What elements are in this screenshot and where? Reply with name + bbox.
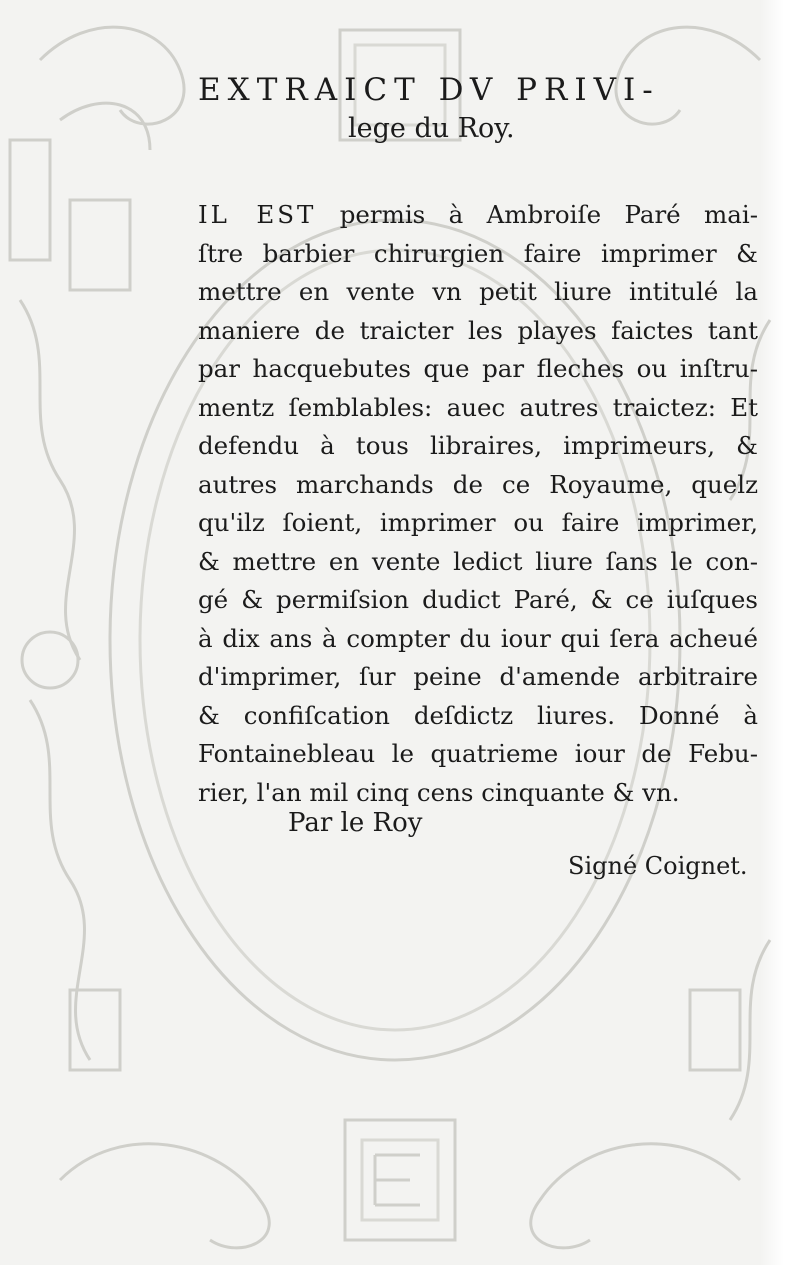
privilege-text-block [198,70,758,812]
left-medallion [22,632,78,688]
scroll-bottom-right [531,1144,740,1248]
signed-coignet: Signé Coignet. [568,852,748,880]
scroll-bottom-left [60,1144,269,1248]
heading-line-1: EXTRAICT DV PRIVI- [198,72,660,108]
body-line-4: maniere de traicter les playes faictes tant [198,315,758,345]
body-line-13: d'imprimer, ſur peine d'amende arbitraire [198,662,758,691]
scroll-top-left [40,27,184,124]
left-vine [20,300,80,660]
body-line-6: mentz ſemblables: auec autres traictez: Et [198,392,758,422]
bottom-monogram [375,1155,420,1205]
body-line-10: & mettre en vente ledict liure ſans le con- [198,546,758,576]
right-vine-2 [730,940,770,1120]
left-pillar-top [10,140,50,260]
body-line-1: IL EST permis à Ambroiſe Paré mai- [198,200,758,229]
body-line-3: mettre en vente vn petit liure intitulé la [198,277,758,306]
body-line-16: rier, l'an mil cinq cens cinquante & vn. [198,777,680,807]
body-line-2: ſtre barbier chirurgien faire imprimer & [198,238,758,268]
scroll-top-left-2 [60,103,150,150]
body-line-12: à dix ans à compter du iour qui ſera acheué [198,623,758,653]
left-vine-2 [30,700,90,1060]
body-line-15: Fontainebleau le quatrieme iour de Febu- [198,739,758,768]
par-le-roy: Par le Roy [288,808,423,838]
left-block [70,200,130,290]
privilege-body [198,196,758,812]
lead-capitals: IL EST [198,200,317,229]
right-block [690,990,740,1070]
body-line-14: & confiſcation deſdictz liures. Donné à [198,700,758,730]
body-line-8: autres marchands de ce Royaume, quelz [198,469,758,499]
heading-line-2: lege du Roy. [348,113,515,144]
body-line-5: par hacquebutes que par fleches ou inſtru- [198,354,758,383]
body-line-9: qu'ilz ſoient, imprimer ou faire imprimer, [198,508,758,537]
body-line-7: defendu à tous libraires, imprimeurs, & [198,431,758,460]
body-line-11: gé & permiſsion dudict Paré, & ce iuſques [198,585,758,614]
